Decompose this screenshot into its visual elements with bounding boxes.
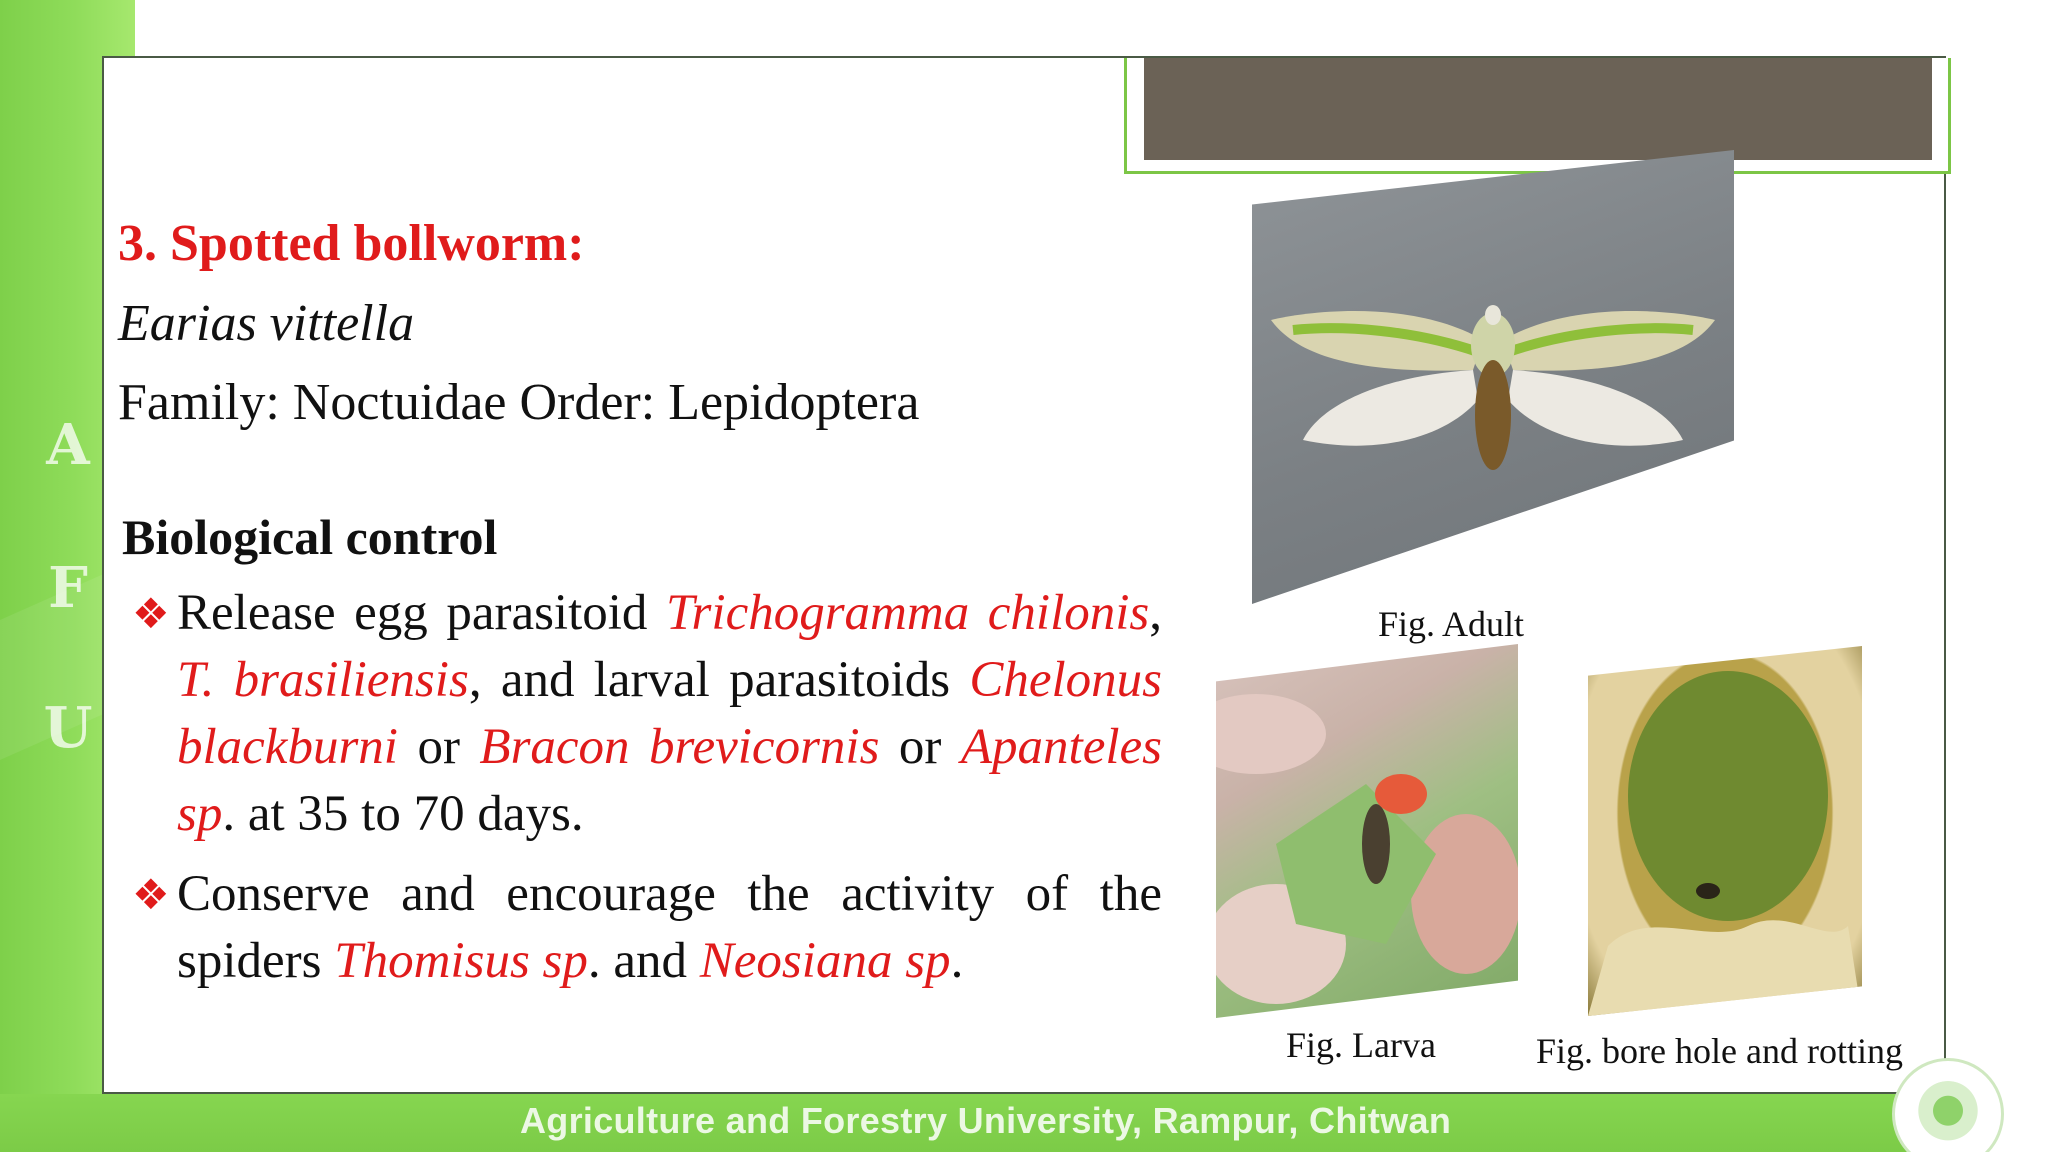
sidebar-letter-f: F — [48, 555, 88, 621]
larva-caption: Fig. Larva — [1286, 1025, 1436, 1065]
footer-university: Agriculture and Forestry University, Rampur, Chitwan — [520, 1100, 1452, 1141]
bullet-text: or — [397, 719, 480, 775]
species-highlight: Bracon brevicornis — [479, 719, 880, 775]
bullet-list — [132, 580, 1162, 995]
species-highlight: Chelonus blackburni — [177, 652, 1162, 775]
bullet-text: Conserve and encourage the activity of the spiders — [177, 866, 1162, 989]
larva-illustration — [1216, 644, 1518, 1018]
species-name: Earias vittella — [118, 295, 415, 352]
species-highlight: Neosiana sp — [699, 933, 951, 989]
diamond-clover-icon: ❖ — [132, 870, 170, 919]
bullet-text: or — [879, 719, 961, 775]
bullet-item — [132, 861, 1162, 995]
bullet-text: , — [1149, 585, 1163, 641]
bullet-item — [132, 580, 1162, 848]
species-highlight: Apanteles sp — [177, 719, 1163, 842]
taxonomy-line: Family: Noctuidae Order: Lepidoptera — [118, 374, 920, 431]
bore-hole-photo — [1588, 646, 1862, 1016]
bullet-text: Release egg parasitoid — [177, 585, 666, 641]
bullet-text: . — [950, 933, 964, 989]
bullet-text: . at 35 to 70 days. — [222, 786, 584, 842]
bullet-text: , and larval parasitoids — [468, 652, 970, 708]
logo-emblem-icon — [1915, 1081, 1981, 1147]
boll-illustration — [1588, 646, 1862, 1016]
species-highlight: Trichogramma chilonis — [666, 585, 1150, 641]
pest-heading: 3. Spotted bollworm: — [118, 215, 585, 272]
species-highlight: Thomisus sp — [334, 933, 588, 989]
section-title: Biological control — [122, 509, 498, 565]
diamond-clover-icon: ❖ — [132, 589, 170, 638]
species-highlight: T. brasiliensis — [177, 652, 469, 708]
sidebar-letter-u: U — [43, 695, 93, 761]
sidebar-letter-a: A — [46, 412, 90, 478]
larva-photo — [1216, 644, 1518, 1018]
right-margin — [1946, 0, 2048, 1152]
bore-caption: Fig. bore hole and rotting — [1536, 1031, 1903, 1071]
adult-caption: Fig. Adult — [1378, 604, 1525, 644]
bullet-text: . and — [587, 933, 700, 989]
title-placeholder — [1144, 58, 1932, 160]
